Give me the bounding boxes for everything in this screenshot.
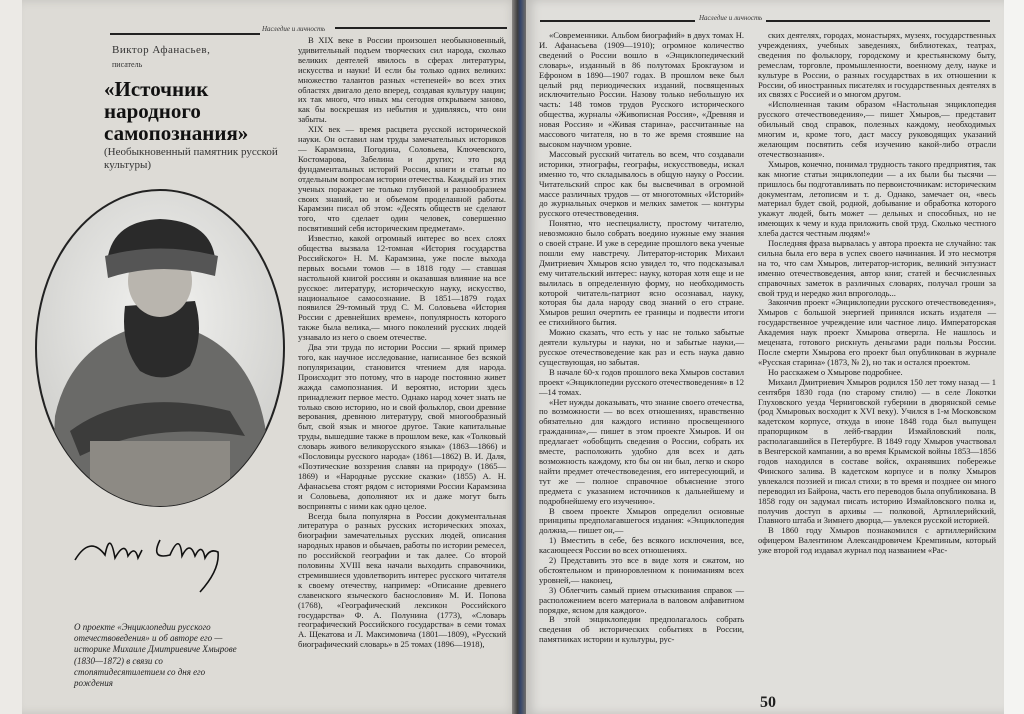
- paragraph: В XIX веке в России произошел необыкновенный, удивительный подъем творческих сил народа, сколько великих деятелей явилось в сферах литературы, искусства и науки! И если бы только одних великих: множество талантов разных «степеней» во всех этих областях двигало дело вперед, создавая культуру нации; их так много, что иных мы сегодня открываем заново, как бы воскрешая из небытия и удивляясь, что они забыты.: [298, 35, 506, 125]
- author-name: Виктор Афанасьев,: [112, 44, 211, 56]
- portrait-caption: О проекте «Энциклопедии русского отечествоведения» и об авторе его — историке Михаиле Дмитриевиче Хмырове (1830—1872) в связи со стопятидесятилетием со дня его рождения: [74, 622, 237, 689]
- article-subtitle: (Необыкновенный памятник русской культуры): [104, 146, 278, 171]
- paragraph: Два эти труда по истории России — яркий пример того, как научное исследование, написанное без всякой популяризации, становится чтением для народа. Происходит это потому, что в народе постоянно живет жажда самопознания. И вероятно, истории здесь принадлежит первое место. Однако народ хочет знать не только свою историю, но и свой фольклор, свои древние верования, древнюю литературу, свой многообразный быт, свой язык и многое другое. Такие капитальные труды, вышедшие также в прошлом веке, как «Толковый словарь живого великорусского языка» (1863—1866) и «Пословицы русского народа» (1861—1862) В. И. Даля, «Поэтические воззрения славян на природу» (1865—1869) и «Народные русские сказки» (1855) А. Н. Афанасьева стоят рядом с историями России Карамзина и Соловьева, дополняют их и даже могут быть восприняты с ними как одно целое.: [298, 342, 506, 511]
- article-title: «Источник народного самопознания»: [104, 77, 249, 145]
- header-rule-left-2: [335, 27, 507, 29]
- paragraph: «Исполненная таким образом «Настольная энциклопедия русского отечествоведения»,— пишет Хмыров,— представит обильный свод справок, полезных каждому, необходимых многим и, кроме того, даст массу руководящих указаний желающим посвятить себя изучению какой-либо отрасли отечествознания».: [758, 99, 996, 159]
- right-page-text-column-1: [539, 31, 744, 645]
- running-header-right: Наследие и личность: [695, 14, 766, 22]
- paragraph: Закончив проект «Энциклопедии русского отечествоведения», Хмыров с большой энергией принялся искать издателя — государственное учреждение или частное лицо. Императорская Академия наук проект Хмырова отвергла. Не нашлось и мецената, готового рискнуть деньгами ради пользы России. После смерти Хмырова его проект был опубликован в журнале «Русская старина» (1873, № 2), но так и остался проектом.: [758, 297, 996, 367]
- paragraph: Последняя фраза вырвалась у автора проекта не случайно: так сильна была его вера в успех своего начинания. И это несмотря на то, что сам Хмыров, литератор-историк, великий энтузиаст именно отечествоведения, автор книг, статей и бесчисленных справочных заметок в различных словарях, получал гроши за свой труд и нередко жил впроголодь...: [758, 238, 996, 298]
- header-rule-left: [110, 33, 260, 35]
- paragraph: В этой энциклопедии предполагалось собрать сведения об исторических событиях в России, памятниках истории и культуры, рус-: [539, 614, 744, 645]
- paragraph: Известно, какой огромный интерес во всех слоях общества вызвала 12-томная «История государства Российского» Н. М. Карамзина, уже после выхода первых восьми томов — в 1818 году — ставшая настольной книгой россиян и оказавшая влияние на все русское: литературу, историческую науку, искусство, национальное самосознание. В 1851—1879 годах появился 29-томный труд С. М. Соловьева «История России с древнейших времен», популярность которого также была велика,— много поколений русских людей узнавало из него о своем отечестве.: [298, 233, 506, 343]
- background-edge: [1004, 0, 1024, 714]
- running-header-left: Наследие и личность: [262, 25, 326, 33]
- paragraph: «Современники. Альбом биографий» в двух томах Н. И. Афанасьева (1909—1910); огромное количество сведений о России вошло в «Энциклопедический словарь», изданный в 86 полутомах Брокгаузом и Ефроном в 1890—1907 годах. В прошлом веке был целый ряд периодических изданий, посвященных исключительно России. Назову только небольшую их часть: 148 томов трудов Русского исторического общества, журналы «Живописная Россия», «Древняя и новая Россия» и «Живая старина», рассчитанные на массового читателя, но в то же время стоявшие на высоком научном уровне.: [539, 30, 744, 149]
- book-gutter: [512, 0, 526, 714]
- paragraph: 1) Вместить в себе, без всякого исключения, все, касающееся России во всех отношениях.: [539, 535, 744, 556]
- paragraph: ских деятелях, городах, монастырях, музеях, государственных учреждениях, учебных заведениях, библиотеках, театрах, сведения по фольклору, городскому и крестьянскому быту, ремеслам, торговле, промышленности, военному делу, науке и культуре в России, о разных государствах в их отношении к России, об иностранных писателях и государственных деятелях в их связях с Россией и о многом другом.: [758, 30, 996, 100]
- paragraph: В своем проекте Хмыров определил основные принципы предполагавшегося издания: «Энциклопедия должна,— пишет он,—: [539, 505, 744, 536]
- portrait-image: [30, 186, 290, 516]
- paragraph: Но расскажем о Хмырове подробнее.: [768, 366, 903, 377]
- paragraph: Всегда была популярна в России документальная литература о разных русских исторических эпохах, биографии замечательных русских людей, описания народных нравов и обычаев, работы по истории ремесел, по российской географии и так далее. Со второй половины XVIII века начали выходить справочники, стремившиеся удовлетворить интерес русского читателя к своему отечеству, например: «Описание древнего славенского языческого баснословия» М. И. Попова (1768), «Географический лексикон Российского государства» Ф. А. Полунина (1773), «Словарь географический Российского государства» в семи томах А. Щекатова и Л. Максимовича (1801—1809), «Русский биографический словарь» в 25 томах (1896—1918),: [298, 510, 506, 650]
- paragraph: В начале 60-х годов прошлого века Хмыров составил проект «Энциклопедии русского отечествоведения» в 12—14 томах.: [539, 366, 744, 397]
- paragraph: «Нет нужды доказывать, что знание своего отечества, по возможности — во всех отношениях, нравственно обязательно для каждого истинно просвещенного гражданина»,— пишет в этом проекте Хмыров. И он предлагает «обобщить сведения о России, собрать их вместе, расположить удобно для всех и дать возможность каждому, кто бы он ни был, легко и скоро найти предмет отечествоведения, его интересующий, и тут же — полное справочное объяснение этого предмета с указанием источников к дальнейшему и подробнейшему его изучению».: [539, 396, 744, 506]
- paragraph: Массовый русский читатель во всем, что создавали историки, этнографы, географы, искусствоведы, искал именно то, что складывалось в общую науку о России. Читательский спрос как бы высвечивал в огромной массе различных трудов — от многотомных «Историй» до журнальных очерков и мелких заметок — контуры русского отечествоведения.: [539, 148, 744, 219]
- paragraph: Понятно, что неспециалисту, простому читателю, невозможно было собрать воедино нужные ему знания о своей стране. И уже в середине прошлого века ученые пошли ему навстречу. Литератор-историк Михаил Дмитриевич Хмыров ясно увидел то, что подсказывал ему читательский интерес: науку, которая хотя еще и не вылилась в определенную форму, но необходимость которой читатель-патриот ясно осознавал, науку, которая бы дала народу свод знаний о его стране. Хмыров решил очертить ее границы и подвести итоги ее стихийного бытия.: [539, 218, 744, 328]
- right-page-text-column-2: [758, 31, 996, 556]
- paragraph: Хмыров, конечно, понимал трудность такого предприятия, так как многие статьи энциклопедии — а их были бы тысячи — пришлось бы подготавливать по первоисточникам: историческим документам, летописям и т. д. Однако, замечает он, «весь материал будет свой, родной, добывание и обработка которого укажут людей, быть может — дельных и способных, но не имеющих к чему и куда приложить свой труд. Сколько честного хлеба дастся честным людям!»: [758, 158, 996, 239]
- author-role: писатель: [112, 60, 143, 69]
- left-page-text-column: [298, 36, 506, 650]
- paragraph: XIX век — время расцвета русской исторической науки. Он оставил нам труды замечательных историков — Карамзина, Погодина, Соловьева, Ключевского, Костомарова, Забелина и других; это ряд фундаментальных историй России, книги и статьи по отдельным вопросам истории отечества. Каждый из этих ученых поражает не только глубиной и разнообразием своих знаний, но и объемом проделанной работы. Карамзин писал об этом: «Десять обществ не сделают того, что сделает один человек, совершенно посвятивший себя историческим предметам».: [298, 124, 506, 234]
- paragraph: Михаил Дмитриевич Хмыров родился 150 лет тому назад — 1 сентября 1830 года (по старому стилю) — в селе Локотки Глуховского уезда Черниговской губернии в дворянской семье (род Хмыровых восходит к XVI веку). Учился в 1-м Московском кадетском корпусе, откуда в июне 1848 года был выпущен прапорщиком в лейб-гвардии Измайловский полк, располагавшийся в Петербурге. В 1849 году Хмыров участвовал в Венгерской кампании, а во время Крымской войны 1853—1856 годов находился в составе войск, охранявших побережье Финского залива. В кадетском корпусе и в полку Хмыров увлекался поэзией и писал стихи; в то время и позднее он много переводил из Байрона, часть его переводов была опубликована. В 1858 году он задумал писать историю Измайловского полка и, получив доступ в архивы — полковой, Артиллерийский, Главного штаба и Зимнего дворца,— увлекся русской историей.: [758, 376, 996, 526]
- header-rule-right-2: [770, 20, 990, 22]
- paragraph: Можно сказать, что есть у нас не только забытые деятели культуры и науки, но и забытые науки,— русское отечествоведение как раз и есть наука давно существующая, но забытая.: [539, 327, 744, 367]
- signature-image: [70, 520, 240, 595]
- paragraph: 2) Представить это все в виде хотя и сжатом, но обстоятельном и приноровленном к пониманиям всех уровней,— наконец,: [539, 555, 744, 585]
- page-number: 50: [760, 694, 776, 711]
- paragraph: В 1860 году Хмыров познакомился с артиллерийским офицером Валентином Александровичем Кремпиным, который уже второй год издавал журнал под названием «Рас-: [758, 525, 996, 556]
- paragraph: 3) Облегчить самый прием отыскивания справок — расположением всего материала в валовом алфавитном порядке, ясном для каждого».: [539, 584, 744, 615]
